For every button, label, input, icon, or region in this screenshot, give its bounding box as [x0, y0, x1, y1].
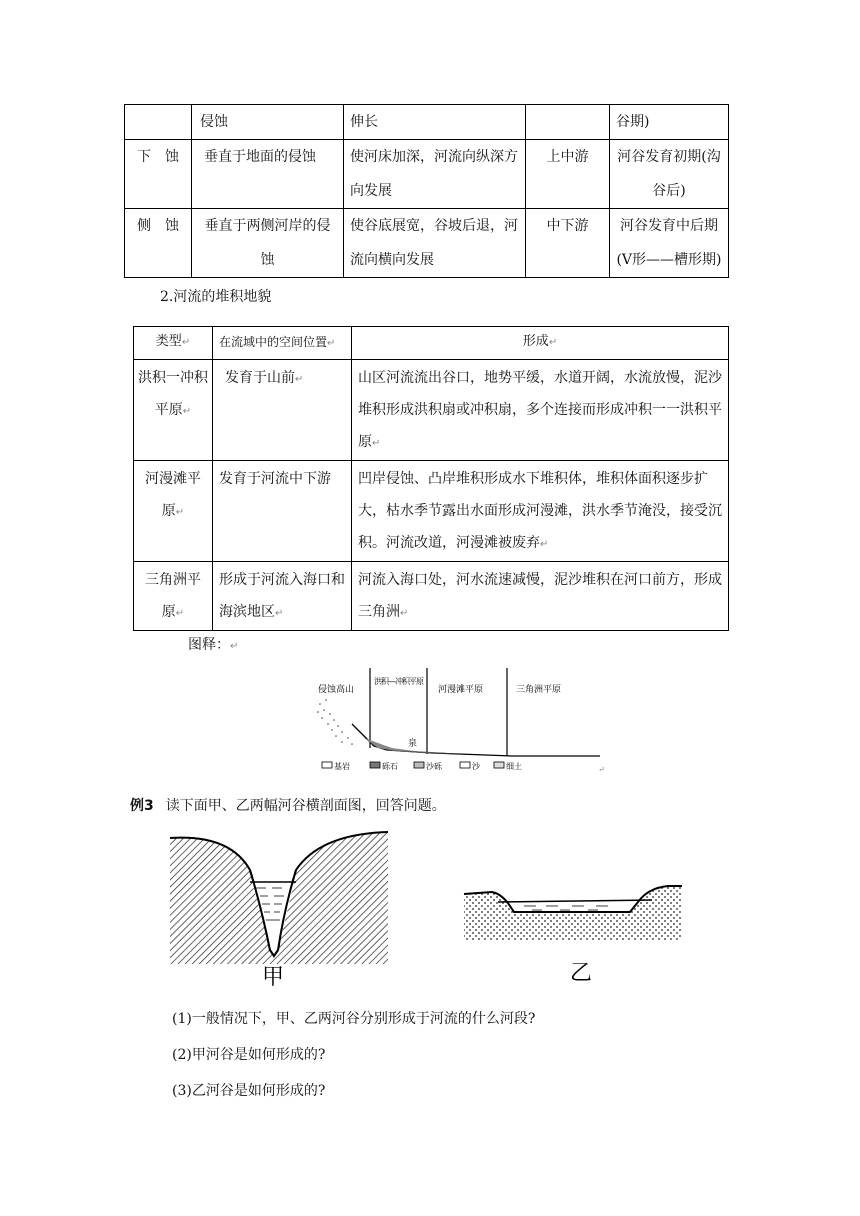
deposition-landforms-diagram	[312, 664, 605, 776]
cell-text: 河谷发育中后期(V形——槽形期)	[616, 218, 722, 268]
table-cell	[192, 140, 344, 209]
question-1: (1)一般情况下，甲、乙两河谷分别形成于河流的什么河段?	[172, 1011, 536, 1027]
cell-text: 洪积一冲积平原	[138, 370, 208, 418]
label-erosion-mountain: 侵蚀高山	[318, 685, 355, 695]
erosion-table	[124, 104, 729, 278]
section-title: 2.河流的堆积地貌	[160, 289, 272, 305]
cell-text: 使谷底展宽，谷坡后退，河流向横向发展	[350, 218, 518, 268]
table-cell	[610, 140, 729, 209]
cell-text: 发育于山前	[225, 370, 295, 386]
table-cell	[125, 209, 192, 278]
example-label: 例3	[130, 798, 154, 814]
label-delta-plain: 三角洲平原	[516, 685, 562, 695]
legend	[322, 761, 522, 771]
table-cell	[192, 105, 344, 140]
table-cell	[125, 105, 192, 140]
svg-text:↵: ↵	[598, 765, 605, 774]
cell-text: 河流入海口处，河水流速减慢，泥沙堆积在河口前方，形成三角洲	[358, 572, 722, 620]
example-heading	[130, 795, 446, 815]
table-cell	[610, 209, 729, 278]
label-floodplain: 河漫滩平原	[438, 685, 484, 695]
valley-figure-jia	[170, 830, 400, 990]
table-cell	[213, 461, 352, 562]
table-cell	[526, 105, 610, 140]
cell-text: 伸长	[350, 114, 378, 130]
label-jia: 甲	[262, 965, 285, 990]
table-header: 类型↵	[134, 327, 213, 360]
table-cell: 发育于山前↵	[213, 360, 352, 461]
cell-text: 使河床加深，河流向纵深方向发展	[350, 149, 518, 199]
table-cell	[344, 209, 526, 278]
cell-text: 侵蚀	[200, 114, 228, 130]
table-cell: 三角洲平原↵	[134, 562, 213, 631]
cell-text: 河漫滩平原	[145, 471, 201, 519]
table-cell	[125, 140, 192, 209]
header-text: 形成	[522, 334, 549, 349]
label-spring: 泉	[408, 739, 418, 749]
example-text: 读下面甲、乙两幅河谷横剖面图，回答问题。	[165, 798, 446, 814]
legend-sand-gravel: 沙砾	[426, 762, 442, 771]
valley-figure-yi	[462, 880, 686, 990]
cell-text: 三角洲平原	[145, 572, 201, 620]
header-text: 类型	[155, 334, 182, 349]
cell-text: 谷期)	[616, 114, 650, 130]
cell-text: 形成于河流入海口和海滨地区	[219, 572, 345, 620]
question-2: (2)甲河谷是如何形成的?	[172, 1047, 326, 1063]
table-cell	[526, 209, 610, 278]
cell-text: 中下游	[546, 218, 589, 234]
legend-fine-soil: 细土	[506, 762, 522, 771]
legend-gravel: 砾石	[382, 762, 398, 771]
cell-text: 发育于河流中下游	[219, 471, 331, 487]
cell-text: 下 蚀	[137, 149, 179, 165]
header-text: 在流域中的空间位置	[219, 335, 328, 349]
table-cell	[526, 140, 610, 209]
figure-caption: 图释：↵	[188, 637, 239, 653]
cell-text: 垂直于地面的侵蚀	[204, 149, 316, 165]
cell-text: 上中游	[546, 149, 589, 165]
table-cell	[192, 209, 344, 278]
legend-bedrock: 基岩	[334, 762, 350, 771]
question-3: (3)乙河谷是如何形成的?	[172, 1083, 326, 1099]
table-cell: 河漫滩平原↵	[134, 461, 213, 562]
table-cell	[344, 105, 526, 140]
table-cell: 形成于河流入海口和海滨地区↵	[213, 562, 352, 631]
label-yi: 乙	[570, 961, 593, 986]
table-header: 在流域中的空间位置↵	[213, 327, 352, 360]
table-cell	[344, 140, 526, 209]
label-alluvial-plain: 洪积—冲积平原	[374, 677, 424, 686]
table-cell: 凹岸侵蚀、凸岸堆积形成水下堆积体，堆积体面积逐步扩大，枯水季节露出水面形成河漫滩，洪水季节淹没，接受沉积。河流改道，河漫滩被废弃↵	[352, 461, 729, 562]
table-cell: 洪积一冲积平原↵	[134, 360, 213, 461]
table-cell: 山区河流流出谷口，地势平缓，水道开阔，水流放慢，泥沙堆积形成洪积扇或冲积扇，多个连接而形成冲积一一洪积平原↵	[352, 360, 729, 461]
cell-text: 凹岸侵蚀、凸岸堆积形成水下堆积体，堆积体面积逐步扩大，枯水季节露出水面形成河漫滩，洪水季节淹没，接受沉积。河流改道，河漫滩被废弃	[358, 471, 722, 551]
deposition-table	[133, 326, 729, 631]
cell-text: 山区河流流出谷口，地势平缓，水道开阔，水流放慢，泥沙堆积形成洪积扇或冲积扇，多个连接而形成冲积一一洪积平原	[358, 370, 722, 450]
cell-text: 侧 蚀	[137, 218, 179, 234]
table-cell: 河流入海口处，河水流速减慢，泥沙堆积在河口前方，形成三角洲↵	[352, 562, 729, 631]
cell-text: 垂直于两侧河岸的侵蚀	[204, 218, 331, 268]
caption-text: 图释：	[188, 637, 230, 653]
table-cell	[610, 105, 729, 140]
cell-text: 河谷发育初期(沟谷后)	[617, 149, 721, 199]
legend-sand: 沙	[472, 762, 480, 771]
table-header: 形成↵	[352, 327, 729, 360]
